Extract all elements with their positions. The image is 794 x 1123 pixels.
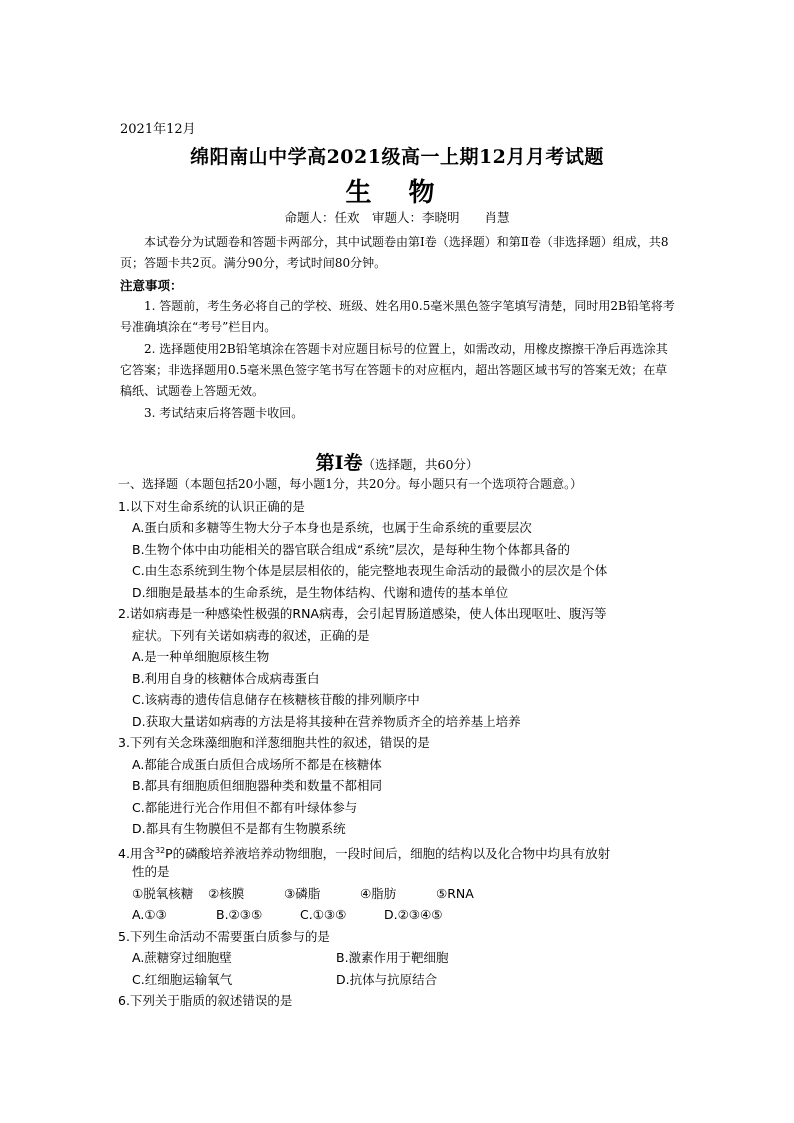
question-1-option-d: D.细胞是最基本的生命系统，是生物体结构、代谢和遗传的基本单位 — [132, 584, 509, 600]
question-5-option-a: A.蔗糖穿过细胞壁 — [132, 950, 232, 965]
question-2-option-c: C.该病毒的遗传信息储存在核糖核苷酸的排列顺序中 — [132, 692, 420, 707]
question-3-option-b: B.都具有细胞质但细胞器种类和数量不都相同 — [132, 778, 383, 793]
question-5-option-c: C.红细胞运输氧气 — [132, 971, 233, 987]
part1-heading — [0, 448, 794, 475]
question-4-item-2: ②核膜 — [208, 885, 245, 901]
notice-item-3: 3. 考试结束后将答题卡收回。 — [144, 406, 304, 420]
question-4-isotope-mass: 32 — [154, 845, 166, 855]
question-5-option-b: B.激素作用于靶细胞 — [336, 950, 449, 965]
question-1-option-b: B.生物个体中由功能相关的器官联合组成“系统”层次，是每种生物个体都具备的 — [132, 541, 571, 557]
exam-date: 2021年12月 — [120, 122, 196, 137]
question-5-option-d: D.抗体与抗原结合 — [336, 971, 438, 987]
exam-subject: 生 物 — [345, 178, 449, 208]
question-5-options-row-2 — [118, 969, 678, 991]
exam-title: 绵阳南山中学高2021级高一上期12月月考试题 — [190, 146, 604, 168]
question-3-option-c: C.都能进行光合作用但不都有叶绿体参与 — [132, 799, 358, 815]
question-4-items — [118, 883, 678, 905]
question-4-answers — [118, 904, 678, 926]
question-4-option-c: C.①③⑤ — [300, 907, 347, 922]
question-4-stem-prefix: 4.用含 — [118, 845, 155, 861]
exam-authors: 命题人：任欢 审题人：李晓明 肖慧 — [284, 210, 510, 225]
question-4-item-5: ⑤RNA — [436, 885, 474, 901]
part1-title: 第Ⅰ卷 — [315, 452, 363, 474]
question-5-stem: 5.下列生命活动不需要蛋白质参与的是 — [118, 928, 330, 944]
intro-paragraph: 本试卷分为试题卷和答题卡两部分，其中试题卷由第Ⅰ卷（选择题）和第Ⅱ卷（非选择题）组成，共8页；答题卡共2页。满分90分，考试时间80分钟。 — [120, 235, 669, 270]
part1-subtitle: （选择题，共60分） — [362, 457, 479, 472]
question-1-option-a: A.蛋白质和多糖等生物大分子本身也是系统，也属于生命系统的重要层次 — [132, 520, 532, 535]
notice-item-2: 2. 选择题使用2B铅笔填涂在答题卡对应题目标号的位置上，如需改动，用橡皮擦擦干净后再选涂其它答案；非选择题用0.5毫米黑色签字笔书写在答题卡的对应框内，超出答题区域书写的答案无效；在草稿纸、试题卷上答题无效。 — [120, 342, 668, 398]
question-4-option-d: D.②③④⑤ — [384, 907, 443, 922]
question-3-option-d: D.都具有生物膜但不是都有生物膜系统 — [132, 821, 346, 836]
question-2-option-b: B.利用自身的核糖体合成病毒蛋白 — [132, 670, 320, 686]
question-6-stem: 6.下列关于脂质的叙述错误的是 — [118, 993, 293, 1008]
section-heading: 一、选择题（本题包括20小题，每小题1分，共20分。每小题只有一个选项符合题意。） — [118, 477, 583, 491]
question-4-option-a: A.①③ — [132, 907, 167, 922]
question-1-option-c: C.由生态系统到生物个体是层层相依的，能完整地表现生命活动的最微小的层次是个体 — [132, 563, 608, 578]
question-4-item-3: ③磷脂 — [284, 885, 321, 901]
question-2-stem-continued: 症状。下列有关诺如病毒的叙述，正确的是 — [132, 627, 370, 643]
question-2-stem: 2.诺如病毒是一种感染性极强的RNA病毒，会引起胃肠道感染，使人体出现呕吐、腹泻等 — [118, 606, 607, 621]
notice-item-1: 1. 答题前，考生务必将自己的学校、班级、姓名用0.5毫米黑色签字笔填写清楚，同时用2B铅笔将考号准确填涂在“考号”栏目内。 — [120, 299, 675, 334]
question-4-item-1: ①脱氧核糖 — [132, 885, 194, 901]
question-1-stem: 1.以下对生命系统的认识正确的是 — [118, 498, 305, 514]
question-4-item-4: ④脂肪 — [360, 885, 397, 901]
question-3-stem: 3.下列有关念珠藻细胞和洋葱细胞共性的叙述，错误的是 — [118, 735, 430, 750]
question-area — [118, 474, 678, 1012]
notice-title: 注意事项： — [120, 278, 183, 293]
question-4-option-b: B.②③⑤ — [216, 907, 263, 922]
question-4-stem — [118, 840, 678, 862]
question-2-option-a: A.是一种单细胞原核生物 — [132, 649, 270, 664]
question-2-option-d: D.获取大量诺如病毒的方法是将其接种在营养物质齐全的培养基上培养 — [132, 713, 521, 729]
question-4-stem-main: P的磷酸培养液培养动物细胞，一段时间后，细胞的结构以及化合物中均具有放射 — [165, 845, 611, 861]
question-5-options-row-1 — [118, 947, 678, 969]
question-4-stem-continued: 性的是 — [132, 864, 170, 879]
question-3-option-a: A.都能合成蛋白质但合成场所不都是在核糖体 — [132, 756, 382, 772]
